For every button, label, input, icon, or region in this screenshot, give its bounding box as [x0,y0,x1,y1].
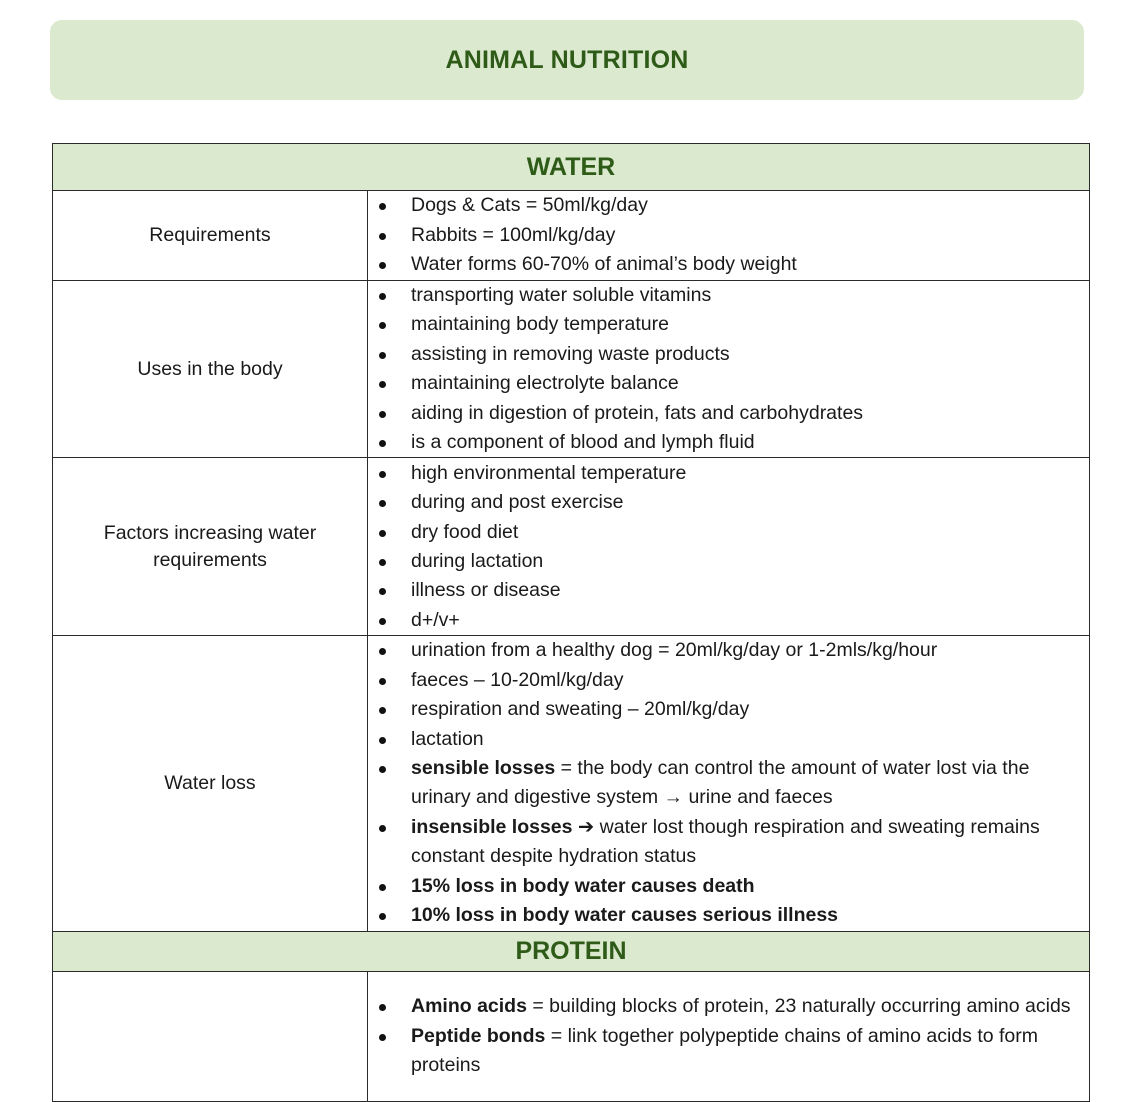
list-item: during lactation [368,547,1089,576]
protein-list [368,991,1089,1080]
fact-death: 15% loss in body water causes death [411,874,755,897]
section-header-row [53,144,1090,191]
list-item: respiration and sweating – 20ml/kg/day [368,695,1089,724]
requirements-cell [368,191,1090,281]
list-item [368,1022,1089,1081]
nutrition-table [52,143,1090,1102]
water-loss-list [368,636,1089,930]
list-item: assisting in removing waste products [368,340,1089,369]
list-item: maintaining electrolyte balance [368,369,1089,398]
factors-label-line1: Factors increasing water [103,521,317,544]
requirements-list [368,191,1089,279]
section-header-row [53,931,1090,971]
arrow-right-icon: → [663,786,684,809]
page-title-banner [50,20,1084,100]
factors-cell [368,458,1090,636]
list-item: Water forms 60-70% of animal’s body weight [368,250,1089,279]
protein-cell [368,971,1090,1101]
arrow-right-bold-icon: ➔ [577,815,595,838]
sensible-losses-tail: urine and faeces [683,786,833,809]
list-item [368,872,1089,901]
list-item: during and post exercise [368,488,1089,517]
list-item: is a component of blood and lymph fluid [368,428,1089,457]
sensible-losses-term: sensible losses [411,757,556,780]
insensible-losses-term: insensible losses [411,815,573,838]
uses-label: Uses in the body [53,281,368,458]
peptide-bonds-text: = link together polypeptide chains of amino acids to form proteins [411,1024,1038,1077]
list-item: transporting water soluble vitamins [368,281,1089,310]
table-row [53,636,1090,931]
list-item: urination from a healthy dog = 20ml/kg/day or 1-2mls/kg/hour [368,636,1089,665]
factors-label [53,458,368,636]
water-loss-label: Water loss [53,636,368,931]
requirements-label: Requirements [53,191,368,281]
factors-list [368,459,1089,635]
uses-cell [368,281,1090,458]
list-item: d+/v+ [368,606,1089,635]
table-row [53,971,1090,1101]
protein-section-heading: PROTEIN [53,931,1090,971]
amino-acids-term: Amino acids [411,995,527,1018]
sensible-losses-text: = the body can control the amount of water lost via the urinary and digestive system [411,757,1030,809]
list-item [368,992,1089,1021]
list-item [368,813,1089,872]
factors-label-line2: requirements [153,548,267,571]
list-item [368,754,1089,813]
water-loss-cell [368,636,1090,931]
table-row [53,281,1090,458]
list-item: Dogs & Cats = 50ml/kg/day [368,191,1089,220]
peptide-bonds-term: Peptide bonds [411,1024,546,1047]
list-item: maintaining body temperature [368,310,1089,339]
list-item [368,901,1089,930]
insensible-losses-text: water lost though respiration and sweating remains constant despite hydration status [411,815,1040,868]
amino-acids-text: = building blocks of protein, 23 naturally occurring amino acids [526,995,1071,1018]
list-item: lactation [368,725,1089,754]
fact-illness: 10% loss in body water causes serious illness [411,904,839,927]
list-item: Rabbits = 100ml/kg/day [368,221,1089,250]
table-row [53,191,1090,281]
list-item: dry food diet [368,518,1089,547]
list-item: aiding in digestion of protein, fats and carbohydrates [368,399,1089,428]
protein-label [53,971,368,1101]
page-title: ANIMAL NUTRITION [445,45,689,74]
list-item: faeces – 10-20ml/kg/day [368,666,1089,695]
uses-list [368,281,1089,457]
list-item: illness or disease [368,576,1089,605]
list-item: high environmental temperature [368,459,1089,488]
water-section-heading: WATER [53,144,1090,191]
table-row [53,458,1090,636]
